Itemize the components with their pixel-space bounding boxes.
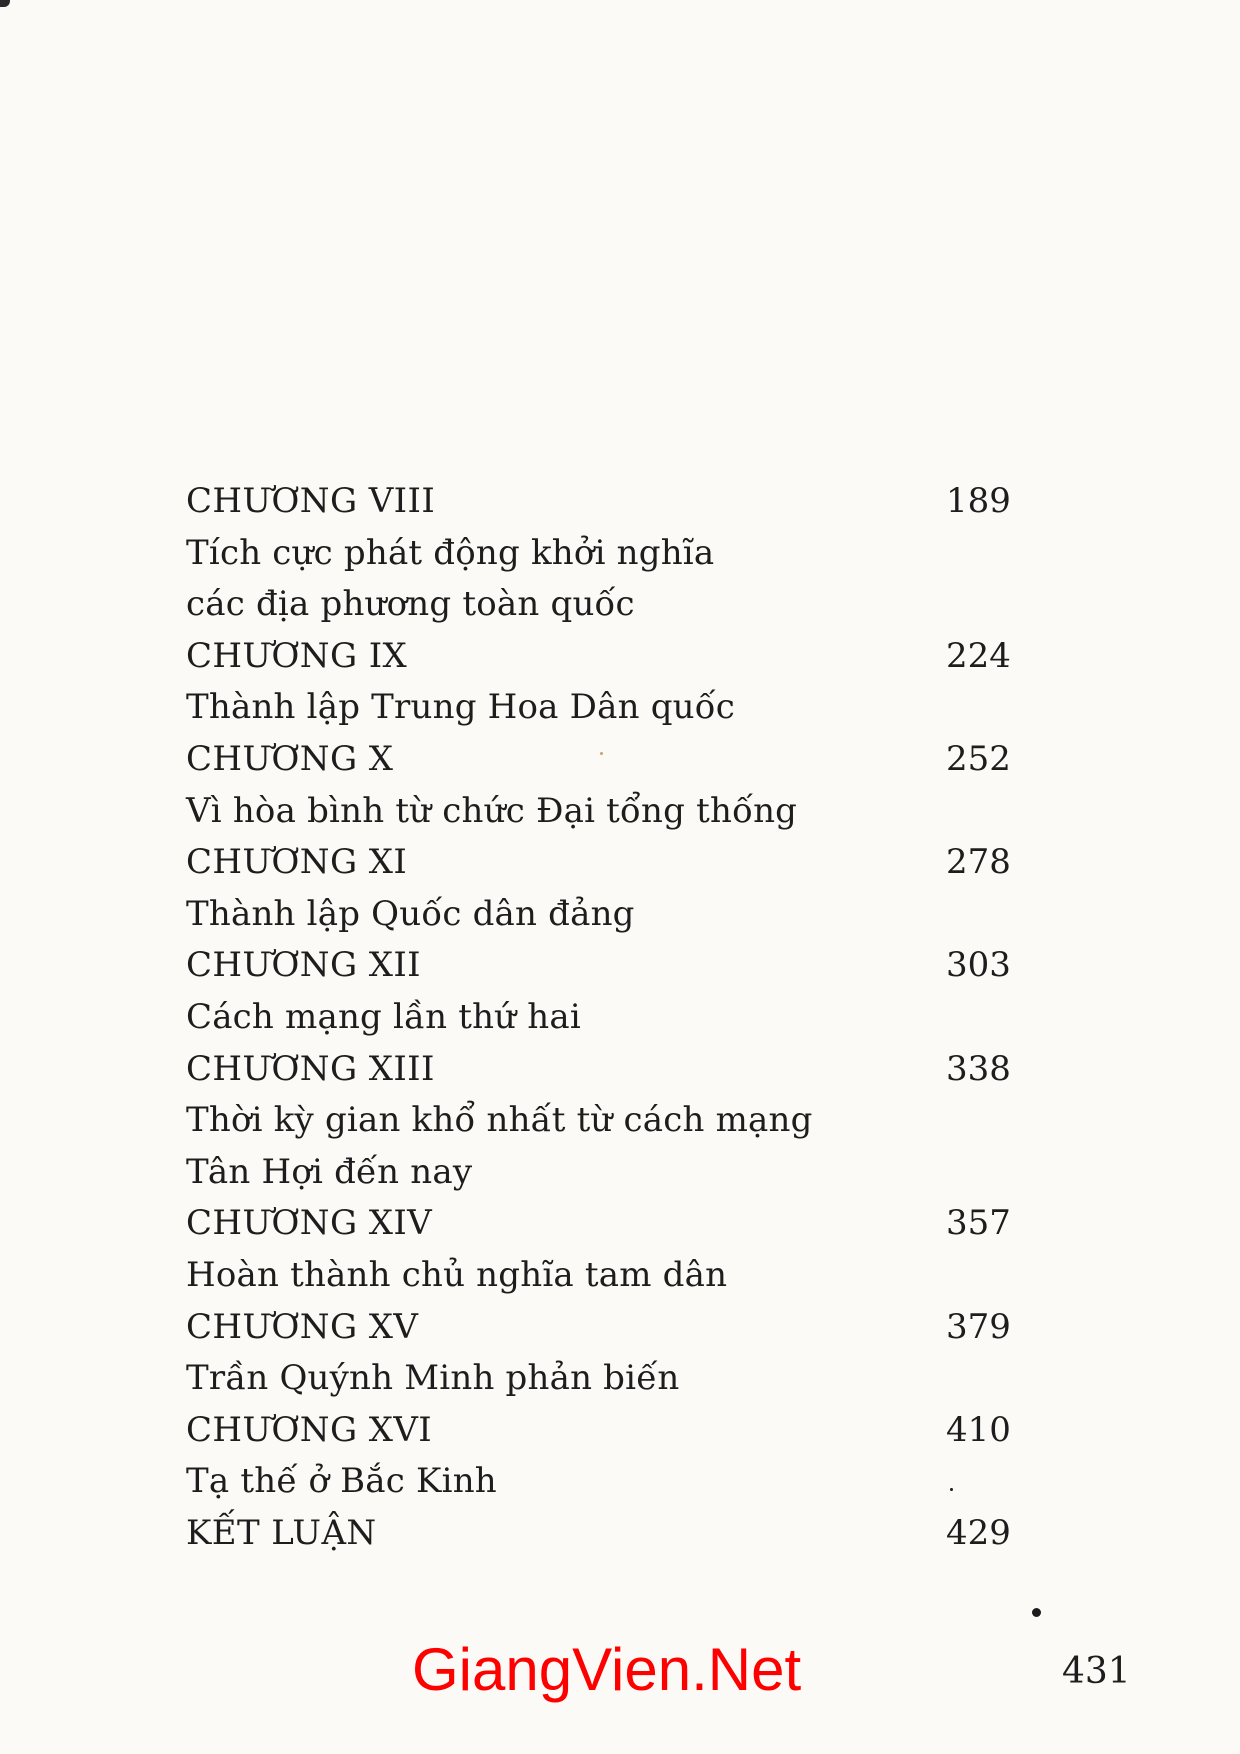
toc-page-number: 338 — [946, 1048, 1011, 1089]
toc-chapter-label: KẾT LUẬN — [186, 1512, 377, 1553]
toc-page-number: 278 — [946, 842, 1011, 883]
toc-page-number: 224 — [946, 635, 1011, 676]
ink-speck — [1032, 1608, 1041, 1617]
toc-chapter-title: Tạ thế ở Bắc Kinh — [186, 1461, 497, 1502]
toc-chapter-title: Cách mạng lần thứ hai — [186, 996, 581, 1037]
toc-row-chapter-16 — [186, 1405, 1036, 1457]
toc-row-conclusion — [186, 1508, 1036, 1560]
toc-row-title — [186, 579, 1036, 631]
toc-row-chapter-8 — [186, 476, 1036, 528]
toc-row-title — [186, 1095, 1036, 1147]
toc-chapter-label: CHƯƠNG VIII — [186, 481, 436, 521]
toc-row-title — [186, 1456, 1036, 1508]
toc-row-title — [186, 1250, 1036, 1302]
toc-chapter-title: Trần Quýnh Minh phản biến — [186, 1358, 680, 1399]
toc-row-chapter-11 — [186, 837, 1036, 889]
toc-chapter-title: Hoàn thành chủ nghĩa tam dân — [186, 1254, 728, 1295]
page-corner-speck — [0, 0, 10, 7]
toc-chapter-label: CHƯƠNG XI — [186, 842, 408, 883]
toc-chapter-label: CHƯƠNG XIV — [186, 1203, 433, 1244]
toc-row-chapter-15 — [186, 1302, 1036, 1354]
toc-chapter-label: CHƯƠNG IX — [186, 635, 408, 676]
toc-row-chapter-13 — [186, 1044, 1036, 1096]
toc-chapter-label: CHƯƠNG X — [186, 738, 394, 779]
toc-row-title — [186, 992, 1036, 1044]
toc-row-title — [186, 528, 1036, 580]
toc-page-number: 189 — [946, 481, 1011, 521]
toc-chapter-title: Tân Hợi đến nay — [186, 1151, 473, 1192]
toc-chapter-title: Thời kỳ gian khổ nhất từ cách mạng — [186, 1100, 813, 1141]
toc-chapter-title: Vì hòa bình từ chức Đại tổng thống — [186, 790, 798, 831]
toc-chapter-title: Tích cực phát động khởi nghĩa — [186, 532, 715, 573]
toc-row-chapter-12 — [186, 940, 1036, 992]
toc-chapter-title: Thành lập Quốc dân đảng — [186, 893, 635, 934]
ink-speck — [950, 1488, 953, 1491]
watermark-text: GiangVien.Net — [412, 1636, 802, 1703]
toc-row-title — [186, 889, 1036, 941]
toc-row-title — [186, 1147, 1036, 1199]
toc-page-number: 357 — [946, 1203, 1011, 1244]
toc-page-number: 303 — [946, 945, 1011, 986]
ink-speck — [600, 752, 603, 755]
toc-chapter-label: CHƯƠNG XIII — [186, 1048, 435, 1089]
toc-row-chapter-10 — [186, 734, 1036, 786]
toc-chapter-title: các địa phương toàn quốc — [186, 584, 635, 625]
toc-page-number: 252 — [946, 738, 1011, 779]
toc-chapter-label: CHƯƠNG XVI — [186, 1409, 433, 1450]
toc-row-title — [186, 786, 1036, 838]
table-of-contents — [186, 476, 1036, 1559]
toc-row-title — [186, 1353, 1036, 1405]
toc-page-number: 410 — [946, 1409, 1011, 1450]
page-number: 431 — [1062, 1651, 1131, 1692]
toc-page-number: 379 — [946, 1306, 1011, 1347]
toc-chapter-title: Thành lập Trung Hoa Dân quốc — [186, 687, 736, 728]
toc-chapter-label: CHƯƠNG XV — [186, 1306, 419, 1347]
toc-row-chapter-14 — [186, 1198, 1036, 1250]
toc-page-number: 429 — [946, 1512, 1011, 1553]
toc-row-title — [186, 682, 1036, 734]
toc-row-chapter-9 — [186, 631, 1036, 683]
toc-chapter-label: CHƯƠNG XII — [186, 945, 421, 986]
